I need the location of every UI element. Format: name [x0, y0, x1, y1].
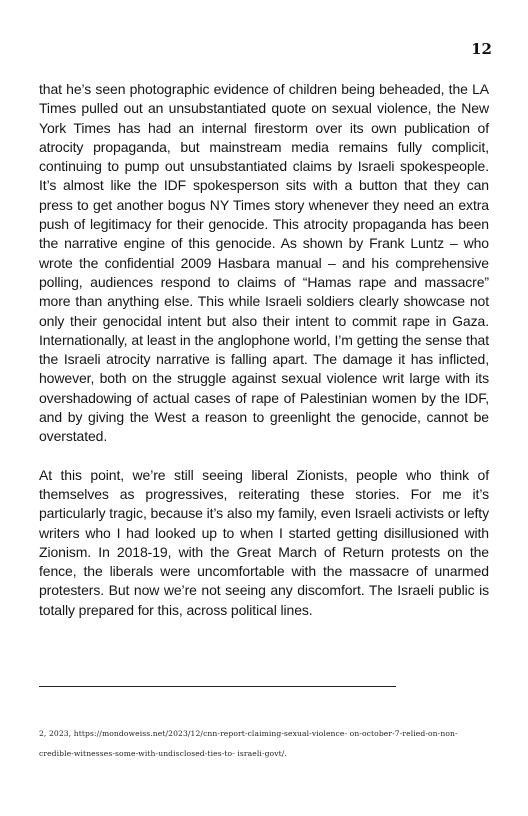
paragraph-2: At this point, we’re still seeing liberal Zionists, people who think of themselves as progressives, reiterating these stories. For me it’s particularly tragic, because it’s also my family, even Israeli activists or lefty writers who I had looked up to when I started getting disillusioned with Zionism. In 2018-19, with the Great March of Return protests on the fence, the liberals were uncomfortable with the massacre of unarmed protesters. But now we’re not seeing any discomfort. The Israeli public is totally prepared for this, across political lines.: [39, 466, 489, 618]
footnote: 2, 2023, https://mondoweiss.net/2023/12/cnn-report-claiming-sexual-violence- on-october-7-relied-on-non-credible-witnesses-some-with-undisclosed-ties-to- israeli-govt/.: [39, 729, 458, 758]
footnote-divider: [39, 686, 396, 687]
page-number: 12: [471, 40, 492, 58]
body-text: [39, 80, 489, 639]
paragraph-1: that he’s seen photographic evidence of children being beheaded, the LA Times pulled out an unsubstantiated quote on sexual violence, the New York Times has had an internal firestorm over its own publication of atrocity propaganda, but mainstream media remains fully complicit, continuing to pump out unsubstantiated claims by Israeli spokespeople. It’s almost like the IDF spokesperson sits with a button that they can press to get another bogus NY Times story whenever they need an extra push of legitimacy for their genocide. This atrocity propaganda has been the narrative engine of this genocide. As shown by Frank Luntz – who wrote the confidential 2009 Hasbara manual – and his comprehensive polling, audiences respond to claims of “Hamas rape and massacre” more than anything else. This while Israeli soldiers clearly showcase not only their genocidal intent but also their intent to commit rape in Gaza. Internationally, at least in the anglophone world, I’m getting the sense that the Israeli atrocity narrative is falling apart. The damage it has inflicted, however, both on the struggle against sexual violence writ large with its overshadowing of actual cases of rape of Palestinian women by the IDF, and by giving the West a reason to greenlight the genocide, cannot be overstated.: [39, 81, 489, 445]
